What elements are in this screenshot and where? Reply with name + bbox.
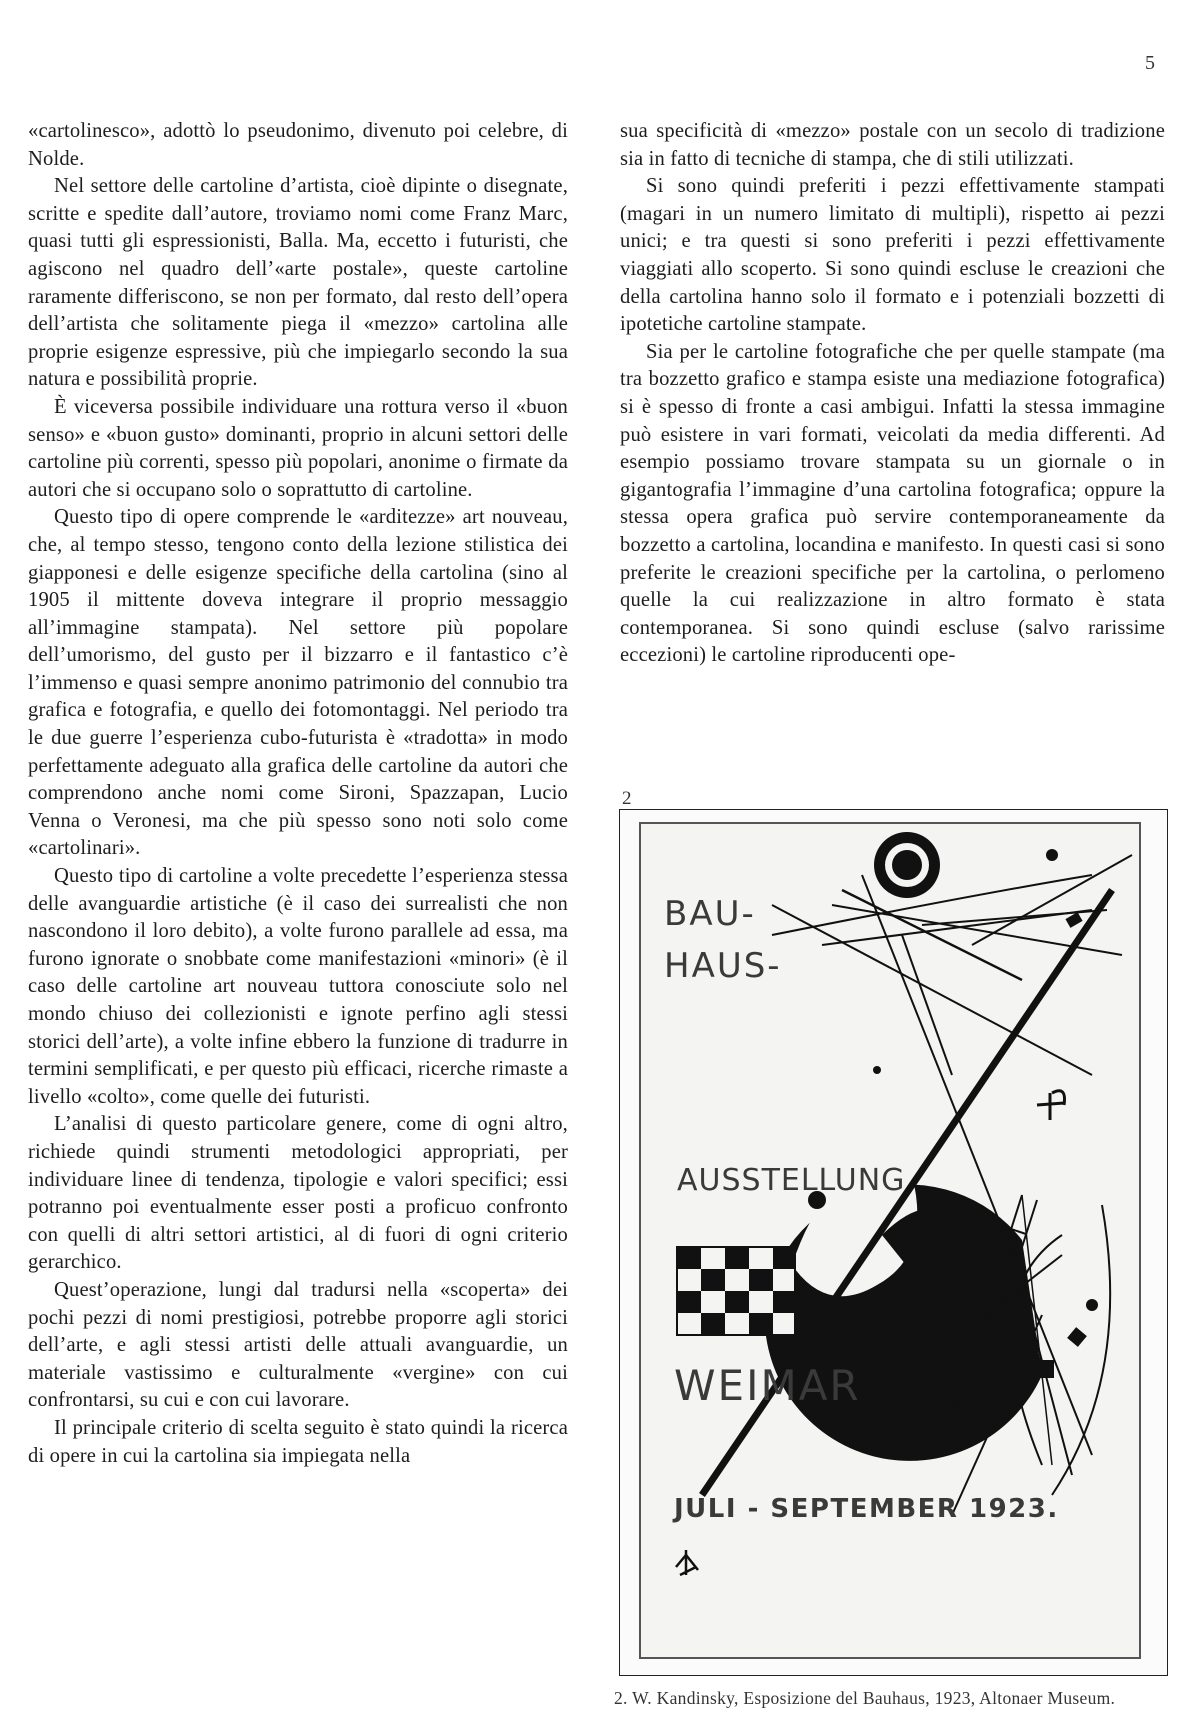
- right-text-column: [620, 118, 1165, 670]
- bauhaus-poster-image: [622, 815, 1163, 1670]
- poster-dot: [873, 1066, 881, 1074]
- poster-text-weimar: WEIMAR: [674, 1361, 861, 1410]
- poster-target-circle: [874, 832, 940, 898]
- poster-checkerboard: [677, 1247, 795, 1335]
- paragraph: Si sono quindi preferiti i pezzi effettivamente stampati (magari in un numero limitato di multipli), rispetto ai pezzi unici; e tra questi si sono preferiti i pezzi effettivamente viaggiati allo scoperto. Si sono quindi escluse le creazioni che della cartolina hanno solo il formato e i potenziali bozzetti di ipotetiche cartoline stampate.: [620, 175, 1165, 336]
- figure-number: 2: [622, 788, 632, 809]
- figure-caption: 2. W. Kandinsky, Esposizione del Bauhaus, 1923, Altonaer Museum.: [614, 1688, 1116, 1708]
- page-number: 5: [1145, 52, 1155, 74]
- paragraph: Questo tipo di cartoline a volte precedette l’esperienza stessa delle avanguardie artistiche (è il caso dei surrealisti che non nascondono il loro debito), a volte furono parallele ad essa, ma furono ignorate o snobbate come manifestazioni «minori» (è il caso delle cartoline art nouveau tuttora conosciute solo nel mondo chiuso dei collezionisti e ignote perfino agli stessi storici dell’arte), a volte infine ebbero la funzione di tradurre in termini semplificati, e per questo più efficaci, ricerche rimaste a livello «colto», come quelle dei futuristi.: [28, 865, 568, 1108]
- poster-flag: [1040, 1360, 1054, 1378]
- poster-text-dates: JULI - SEPTEMBER 1923.: [674, 1494, 1059, 1524]
- paragraph: Sia per le cartoline fotografiche che per quelle stampate (ma tra bozzetto grafico e stampa esiste una mediazione fotografica) si è spesso di fronte a casi ambigui. Infatti la stessa immagine può esistere in vari formati, veicolati da media differenti. Ad esempio possiamo trovare stampata su un giornale o in gigantografia l’immagine d’una cartolina fotografica; oppure la stessa opera grafica può servire contemporaneamente da bozzetto a cartolina, locandina e manifesto. In questi casi si sono preferite le creazioni specifiche per la cartolina, o perlomeno quelle la cui realizzazione in altro formato è stata contemporanea. Si sono quindi escluse (salvo rarissime eccezioni) le cartoline riproducenti ope-: [620, 340, 1165, 667]
- poster-dot: [1046, 849, 1058, 861]
- poster-text-bau: BAU-: [664, 894, 756, 934]
- paragraph: Quest’operazione, lungi dal tradursi nella «scoperta» dei pochi pezzi di nomi prestigiosi, potrebbe proporre agli storici dell’arte, e agli stessi artisti delle attuali avanguardie, un materiale vastissimo e culturalmente «vergine» con cui confrontarsi, su cui e con cui lavorare.: [28, 1278, 568, 1412]
- poster-text-ausstellung: AUSSTELLUNG: [677, 1163, 906, 1198]
- paragraph: L’analisi di questo particolare genere, come di ogni altro, richiede quindi strumenti metodologici appropriati, per individuare linee di tendenza, tipologie e valori specifici; essi potranno poi eventualmente esser posti a proficuo confronto con quelli di altri settori artistici, al di fuori di ogni criterio gerarchico.: [28, 1113, 568, 1274]
- paragraph: Questo tipo di opere comprende le «arditezze» art nouveau, che, al tempo stesso, tengono conto della lezione stilistica dei giapponesi e delle esigenze specifiche della cartolina (sino al 1905 il mittente doveva integrare il proprio messaggio all’immagine stampata). Nel settore più popolare dell’umorismo, del gusto per il bizzarro e il fantastico c’è l’immenso e quasi sempre anonimo patrimonio del connubio tra grafica e fotografia, e quello dei fotomontaggi. Nel periodo tra le due guerre l’esperienza cubo-futurista è «tradotta» in modo perfettamente adeguato alla grafica delle cartoline da autori che comprendono anche nomi come Sironi, Spazzapan, Lucio Venna o Veronesi, ma che più spesso sono noti solo come «cartolinari».: [28, 506, 568, 860]
- poster-dot: [1086, 1299, 1098, 1311]
- paragraph: Nel settore delle cartoline d’artista, cioè dipinte o disegnate, scritte e spedite dall’autore, troviamo nomi come Franz Marc, quasi tutti gli espressionisti, Balla. Ma, eccetto i futuristi, che agiscono nel quadro dell’«arte postale», queste cartoline raramente differiscono, se non per formato, dal resto dell’opera dell’artista che solitamente piega il «mezzo» cartolina alle proprie esigenze espressive, più che impiegarlo secondo la sua natura e possibilità proprie.: [28, 175, 568, 391]
- paragraph: sua specificità di «mezzo» postale con un secolo di tradizione sia in fatto di tecniche di stampa, che di stili utilizzati.: [620, 120, 1165, 170]
- poster-text-haus: HAUS-: [664, 946, 782, 986]
- paragraph: È viceversa possibile individuare una rottura verso il «buon senso» e «buon gusto» dominanti, proprio in alcuni settori delle cartoline più correnti, spesso più popolari, anonime o firmate da autori che si occupano solo o soprattutto di cartoline.: [28, 395, 568, 501]
- left-text-column: [28, 118, 568, 1470]
- paragraph: Il principale criterio di scelta seguito è stato quindi la ricerca di opere in cui la cartolina sia impiegata nella: [28, 1416, 568, 1467]
- paragraph: «cartolinesco», adottò lo pseudonimo, divenuto poi celebre, di Nolde.: [28, 120, 568, 170]
- poster-dot: [906, 1249, 918, 1261]
